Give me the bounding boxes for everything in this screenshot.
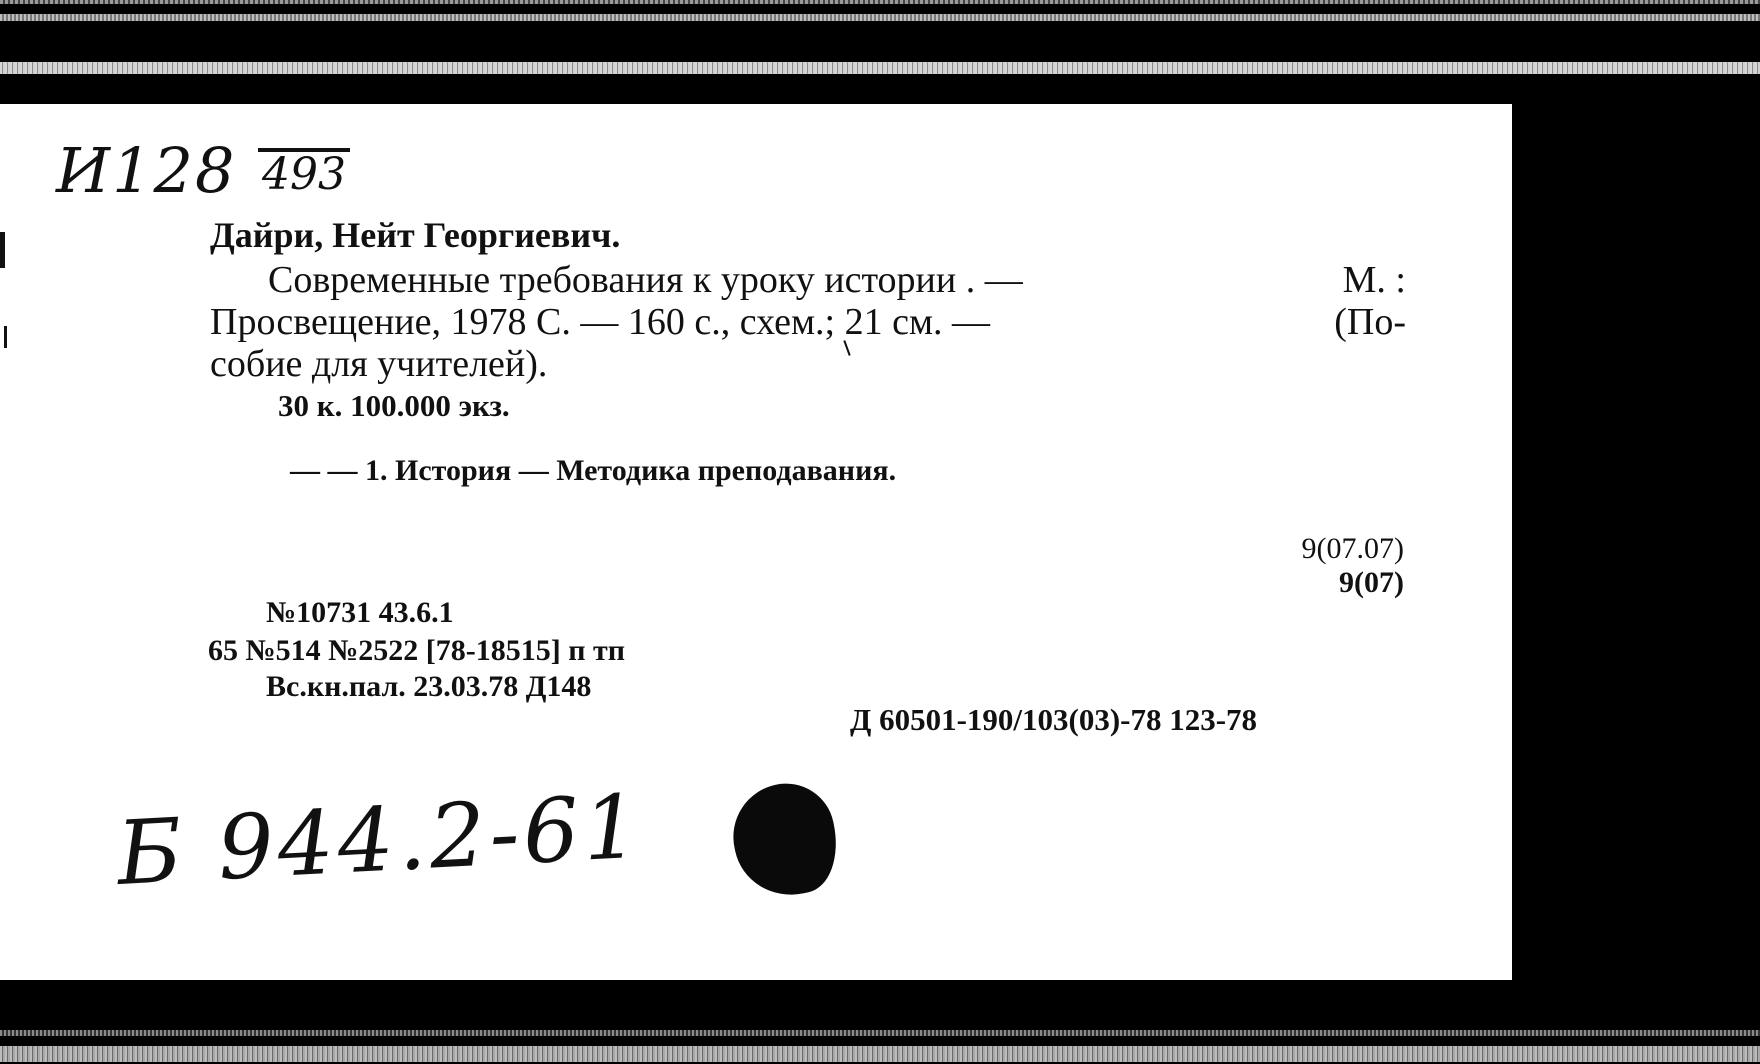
- subject-heading: — — 1. История — Методика преподавания.: [290, 454, 897, 487]
- scan-border-bottom-inner: [0, 1046, 1760, 1062]
- author-heading: Дайри, Нейт Георгиевич.: [210, 215, 621, 255]
- place-text: М. :: [1342, 259, 1406, 301]
- catalog-card: [0, 104, 1512, 980]
- title-line-1: [210, 258, 1406, 302]
- scan-border-top-inner: [0, 14, 1760, 21]
- book-chamber-info: Вс.кн.пал. 23.03.78 Д148: [266, 670, 592, 703]
- scan-border-bottom: [0, 1030, 1760, 1036]
- title-text: Современные требования к уроку истории . —: [268, 259, 1023, 301]
- imprint-text: Просвещение, 1978 С. — 160 с., схем.; 21 см. —: [210, 301, 991, 343]
- order-numbers: 65 №514 №2522 [78-18515] п тп: [208, 634, 626, 667]
- title-line-3: собие для учителей).: [210, 343, 548, 385]
- edge-mark: [0, 232, 5, 268]
- scan-border-top-edge: [0, 62, 1760, 74]
- call-number-fraction: 493: [258, 148, 350, 198]
- price-print-run: 30 к. 100.000 экз.: [278, 388, 510, 423]
- scan-border-top: [0, 0, 1760, 4]
- ink-blot: [723, 775, 846, 906]
- classification-code: 9(07.07): [1301, 532, 1404, 565]
- classification-code-bold: 9(07): [1339, 566, 1404, 599]
- title-line-2: [210, 300, 1406, 344]
- shelf-mark: Б 944.2-61: [114, 774, 646, 905]
- edge-mark: [4, 326, 7, 348]
- call-number: И128: [56, 134, 237, 207]
- registry-number: №10731 43.6.1: [266, 596, 454, 629]
- publisher-code: Д 60501-190/103(03)-78 123-78: [850, 702, 1258, 737]
- series-start: (По-: [1334, 301, 1406, 343]
